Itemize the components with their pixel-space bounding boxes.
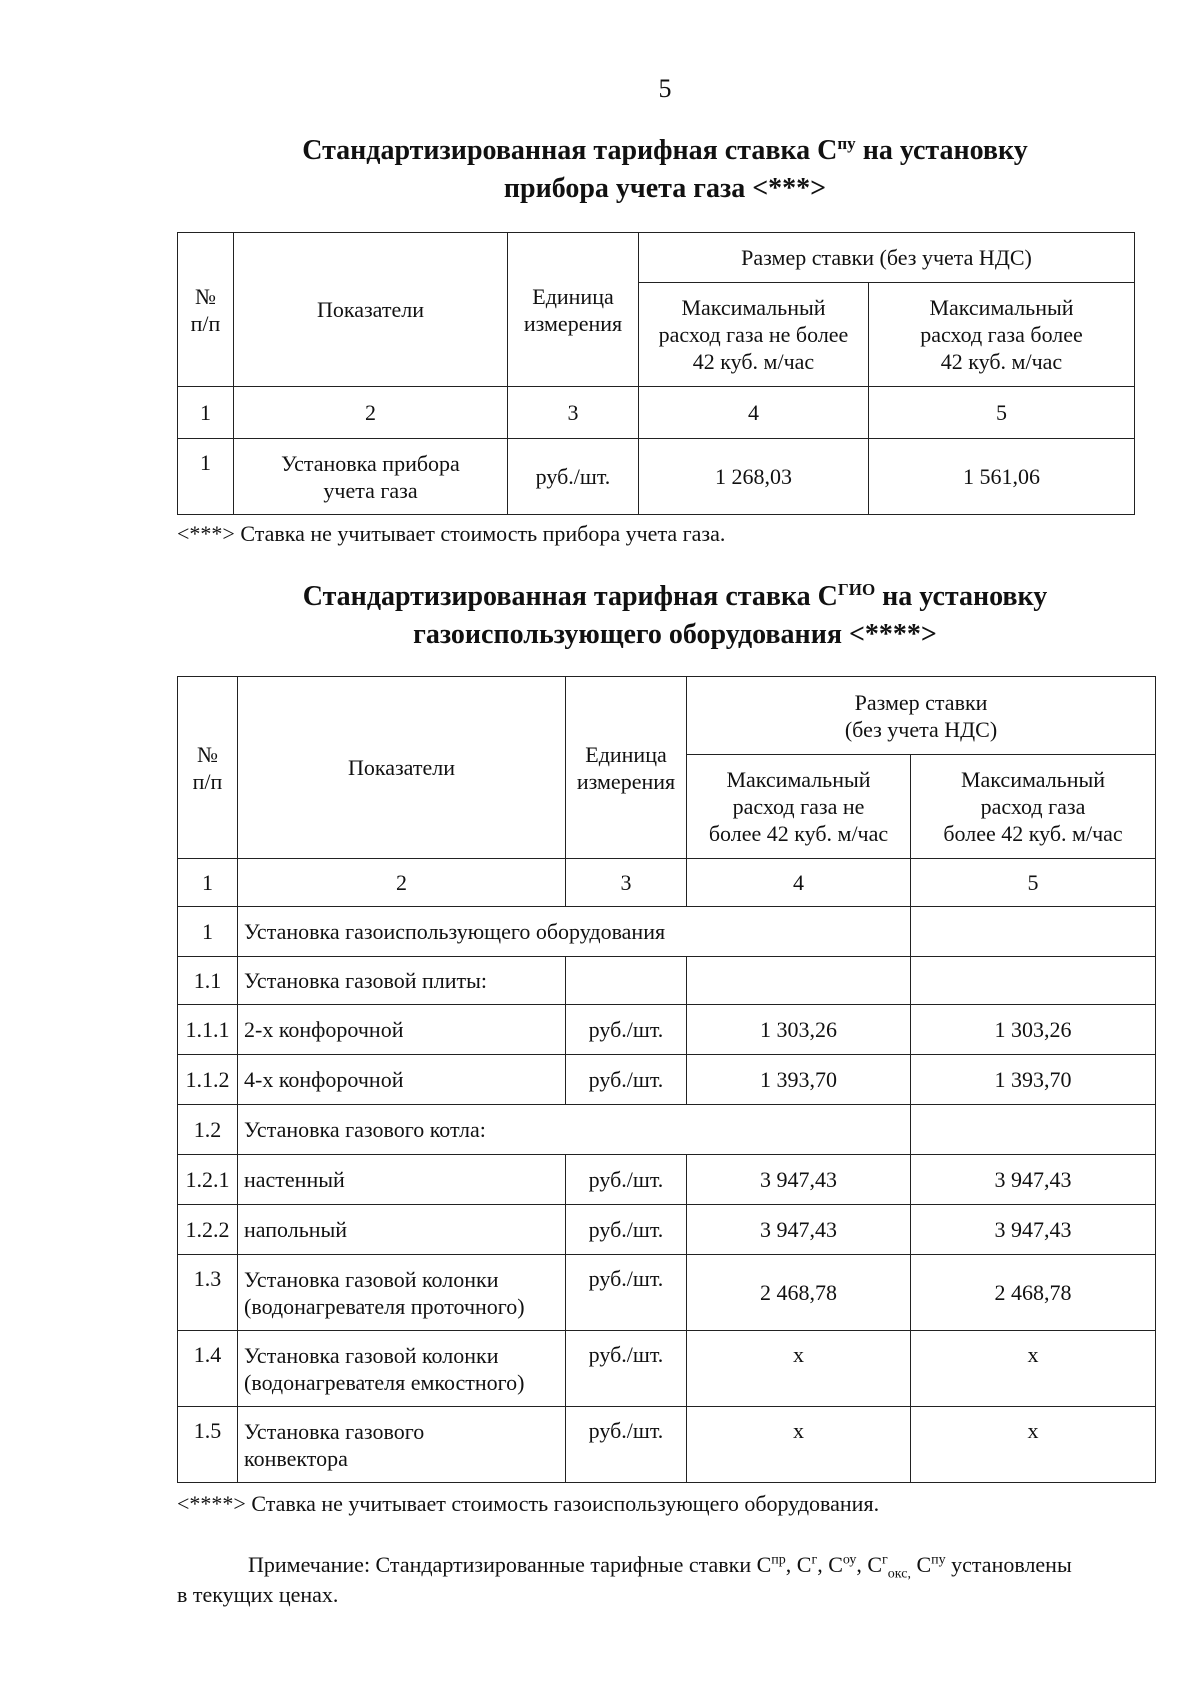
row-value-gt-42: 2 468,78 bbox=[911, 1255, 1156, 1331]
note-text: , С bbox=[785, 1552, 812, 1577]
row-unit: руб./шт. bbox=[566, 1155, 687, 1205]
row-name: Установка газового конвектора bbox=[238, 1407, 566, 1483]
row-unit: руб./шт. bbox=[566, 1255, 687, 1331]
row-unit: руб./шт. bbox=[566, 1407, 687, 1483]
note-sup: пр bbox=[771, 1552, 786, 1568]
section2-title-sup: ГИО bbox=[837, 580, 876, 599]
section2-footnote: <****> Ставка не учитывает стоимость газоиспользующего оборудования. bbox=[177, 1491, 880, 1516]
row-name: Установка газовой колонки (водонагревателя емкостного) bbox=[238, 1331, 566, 1407]
table-row bbox=[178, 1331, 1156, 1407]
table-row bbox=[178, 439, 1135, 515]
section1-title bbox=[200, 132, 1130, 208]
table-row bbox=[178, 907, 1156, 957]
row-unit: руб./шт. bbox=[566, 1205, 687, 1255]
header-unit: Единица измерения bbox=[566, 677, 687, 859]
row-num: 1.1.2 bbox=[178, 1055, 238, 1105]
row-num: 1.4 bbox=[178, 1331, 238, 1407]
table-row bbox=[178, 1055, 1156, 1105]
header-rate-group: Размер ставки (без учета НДС) bbox=[687, 677, 1156, 755]
section2-title-text: Стандартизированная тарифная ставка С bbox=[302, 581, 838, 612]
row-value-gt-42: 3 947,43 bbox=[911, 1155, 1156, 1205]
row-num: 1.1 bbox=[178, 957, 238, 1005]
header-max-gt-42: Максимальный расход газа более 42 куб. м/час bbox=[911, 755, 1156, 859]
table-row bbox=[178, 1205, 1156, 1255]
column-number: 4 bbox=[639, 387, 869, 439]
row-name: Установка газового котла: bbox=[238, 1105, 911, 1155]
column-number: 3 bbox=[508, 387, 639, 439]
section2-title-line2: газоиспользующего оборудования <****> bbox=[413, 619, 937, 650]
row-unit: руб./шт. bbox=[566, 1331, 687, 1407]
header-max-le-42: Максимальный расход газа не более 42 куб. м/час bbox=[639, 283, 869, 387]
header-max-le-42: Максимальный расход газа не более 42 куб. м/час bbox=[687, 755, 911, 859]
note-text: установлены bbox=[945, 1552, 1072, 1577]
row-value-gt-42 bbox=[911, 1105, 1156, 1155]
note-sup: г bbox=[882, 1552, 888, 1568]
column-number: 1 bbox=[178, 859, 238, 907]
section1-footnote: <***> Ставка не учитывает стоимость прибора учета газа. bbox=[177, 521, 726, 546]
header-rate-group: Размер ставки (без учета НДС) bbox=[639, 233, 1135, 283]
table-row bbox=[178, 1005, 1156, 1055]
table-equipment-installation bbox=[177, 676, 1156, 1483]
row-value-le-42: х bbox=[687, 1407, 911, 1483]
column-number: 1 bbox=[178, 387, 234, 439]
row-name: настенный bbox=[238, 1155, 566, 1205]
row-value-le-42: 3 947,43 bbox=[687, 1205, 911, 1255]
row-value-gt-42 bbox=[911, 957, 1156, 1005]
header-indicators: Показатели bbox=[234, 233, 508, 387]
header-num: № п/п bbox=[178, 233, 234, 387]
section2-title bbox=[210, 578, 1140, 654]
row-unit: руб./шт. bbox=[508, 439, 639, 515]
table-row bbox=[178, 1255, 1156, 1331]
row-value-gt-42: 1 393,70 bbox=[911, 1055, 1156, 1105]
header-indicators: Показатели bbox=[238, 677, 566, 859]
table-row bbox=[178, 957, 1156, 1005]
table-row bbox=[178, 1155, 1156, 1205]
column-number: 3 bbox=[566, 859, 687, 907]
column-number: 5 bbox=[869, 387, 1135, 439]
row-value-le-42: 1 268,03 bbox=[639, 439, 869, 515]
section1-title-line2: прибора учета газа <***> bbox=[503, 173, 827, 204]
row-num: 1 bbox=[178, 907, 238, 957]
row-name: Установка газовой колонки (водонагревателя проточного) bbox=[238, 1255, 566, 1331]
column-number: 2 bbox=[234, 387, 508, 439]
column-number-row bbox=[178, 387, 1135, 439]
section1-title-sup: пу bbox=[837, 134, 856, 153]
header-unit: Единица измерения bbox=[508, 233, 639, 387]
row-name: 4-х конфорочной bbox=[238, 1055, 566, 1105]
page-number: 5 bbox=[658, 74, 672, 103]
note-text: , С bbox=[856, 1552, 883, 1577]
row-num: 1.2.1 bbox=[178, 1155, 238, 1205]
row-value-gt-42: х bbox=[911, 1331, 1156, 1407]
row-num: 1.1.1 bbox=[178, 1005, 238, 1055]
note-line2: в текущих ценах. bbox=[177, 1582, 339, 1607]
header-num: № п/п bbox=[178, 677, 238, 859]
row-name: Установка газовой плиты: bbox=[238, 957, 566, 1005]
row-value-gt-42: 3 947,43 bbox=[911, 1205, 1156, 1255]
row-value-le-42: 3 947,43 bbox=[687, 1155, 911, 1205]
row-value-le-42: 2 468,78 bbox=[687, 1255, 911, 1331]
row-num: 1.3 bbox=[178, 1255, 238, 1331]
row-name: 2-х конфорочной bbox=[238, 1005, 566, 1055]
section1-title-text-post: на установку bbox=[855, 135, 1028, 166]
note-text: С bbox=[910, 1552, 932, 1577]
note-text: Примечание: Стандартизированные тарифные ставки С bbox=[248, 1552, 772, 1577]
note-sup: пу bbox=[931, 1552, 946, 1568]
table-row bbox=[178, 1407, 1156, 1483]
column-number-row bbox=[178, 859, 1156, 907]
row-value-gt-42: 1 561,06 bbox=[869, 439, 1135, 515]
row-unit: руб./шт. bbox=[566, 1005, 687, 1055]
column-number: 2 bbox=[238, 859, 566, 907]
row-unit: руб./шт. bbox=[566, 1055, 687, 1105]
row-value-gt-42: х bbox=[911, 1407, 1156, 1483]
column-number: 5 bbox=[911, 859, 1156, 907]
row-value-le-42: х bbox=[687, 1331, 911, 1407]
row-name: Установка газоиспользующего оборудования bbox=[238, 907, 911, 957]
row-name: напольный bbox=[238, 1205, 566, 1255]
note-paragraph bbox=[177, 1550, 1155, 1610]
row-num: 1.2.2 bbox=[178, 1205, 238, 1255]
row-value-gt-42 bbox=[911, 907, 1156, 957]
row-value-le-42 bbox=[687, 957, 911, 1005]
note-sup: оу bbox=[842, 1552, 857, 1568]
row-num: 1.2 bbox=[178, 1105, 238, 1155]
table-row bbox=[178, 1105, 1156, 1155]
row-value-le-42: 1 303,26 bbox=[687, 1005, 911, 1055]
note-sup: г bbox=[811, 1552, 818, 1568]
table-meter-installation bbox=[177, 232, 1135, 515]
row-num: 1.5 bbox=[178, 1407, 238, 1483]
row-num: 1 bbox=[178, 439, 234, 515]
row-value-gt-42: 1 303,26 bbox=[911, 1005, 1156, 1055]
row-unit bbox=[566, 957, 687, 1005]
row-value-le-42: 1 393,70 bbox=[687, 1055, 911, 1105]
header-max-gt-42: Максимальный расход газа более 42 куб. м/час bbox=[869, 283, 1135, 387]
column-number: 4 bbox=[687, 859, 911, 907]
note-text: , С bbox=[817, 1552, 843, 1577]
section1-title-text: Стандартизированная тарифная ставка С bbox=[302, 135, 838, 166]
note-sub: окс, bbox=[887, 1566, 911, 1582]
section2-title-text-post: на установку bbox=[875, 581, 1048, 612]
row-name: Установка прибора учета газа bbox=[234, 439, 508, 515]
